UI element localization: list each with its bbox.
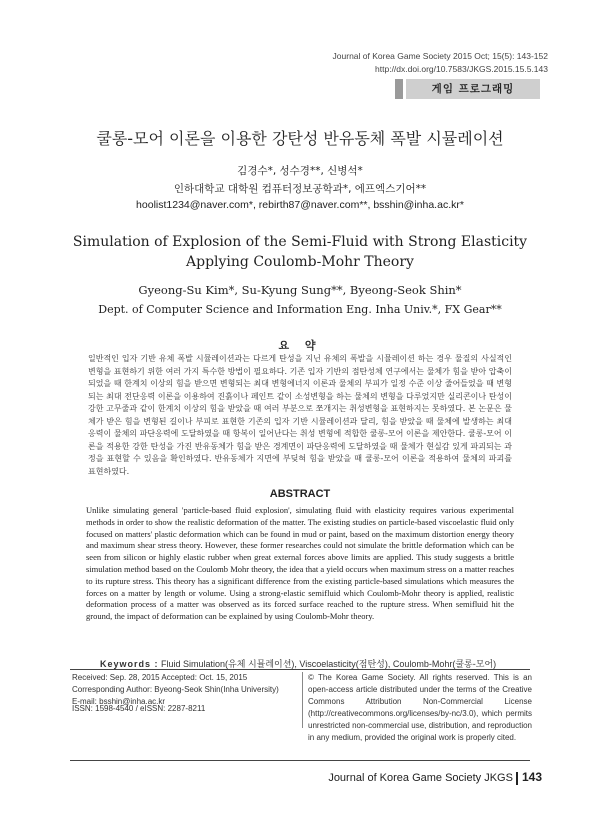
article-info xyxy=(72,672,297,708)
issn: ISSN: 1598-4540 / eISSN: 2287-8211 xyxy=(72,704,206,713)
footer-column-divider xyxy=(302,672,303,728)
korean-abstract-heading: 요 약 xyxy=(278,339,322,352)
keywords-text: Fluid Simulation(유체 시뮬레이션), Viscoelasticity(점탄성), Coulomb-Mohr(쿨롱-모어) xyxy=(161,659,497,669)
page-footer xyxy=(328,770,542,785)
author-emails: hoolist1234@naver.com*, rebirth87@naver.com**, bsshin@inha.ac.kr* xyxy=(136,199,464,211)
authors-korean: 김경수*, 성수경**, 신병석* xyxy=(237,165,363,177)
license-notice: © The Korea Game Society. All rights reserved. This is an open-access article distributed under the terms of the Creative Commons Attribution Non-Commercial License (http://creativecommons.org/licenses/by-nc/3.0), which permits unrestricted non-commercial use, distribution, and reproduction in any medium, provided the original work is properly cited. xyxy=(308,673,532,742)
footer-divider xyxy=(70,669,530,670)
authors-english: Gyeong-Su Kim*, Su-Kyung Sung**, Byeong-Seok Shin* xyxy=(138,283,462,297)
page-bottom-divider xyxy=(70,760,530,761)
footer-journal-name: Journal of Korea Game Society JKGS xyxy=(328,772,513,784)
affiliation-english: Dept. of Computer Science and Information Eng. Inha Univ.*, FX Gear** xyxy=(98,303,502,316)
corresponding-author: Corresponding Author: Byeong-Seok Shin(Inha University) xyxy=(72,685,279,694)
paper-title-english xyxy=(0,232,600,272)
footer-separator xyxy=(516,772,518,785)
keywords-label: Keywords : xyxy=(100,659,159,669)
affiliation-korean: 인하대학교 대학원 컴퓨터정보공학과*, 에프엑스기어** xyxy=(173,183,427,195)
journal-citation: Journal of Korea Game Society 2015 Oct; 15(5): 143-152 xyxy=(332,51,548,61)
page-number: 143 xyxy=(521,770,542,784)
category-accent-bar xyxy=(395,79,403,99)
contact-email: E-mail: bsshin@inha.ac.kr xyxy=(72,697,166,706)
received-accepted-dates: Received: Sep. 28, 2015 Accepted: Oct. 15, 2015 xyxy=(72,673,248,682)
korean-abstract-body: 일반적인 입자 기반 유체 폭발 시뮬레이션과는 다르게 탄성을 지닌 유체의 폭발을 시뮬레이션 하는 경우 물질의 사실적인 변형을 표현하기 위한 여러 가지 특수한 방법이 필요하다. 기존 입자 기반의 점탄성체 연구에서는 물체가 힘을 받아 압축이 되었을 때 한계치 이상의 힘을 받으면 변형되는 최대 변형에너지 이론과 물체의 부피가 일정 수준 이상 줄어들었을 때 변형되는 최대 전단응력 이론을 이용하여 진흙이나 페인트 같이 소성변형을 하는 물체의 변형을 다루었지만 실리콘이나 탄성이 강한 고무줄과 같이 한계치 이상의 힘을 받았을 때 여러 부분으로 쪼개지는 취성변형을 표현하지는 못하였다. 본 논문은 물체가 받은 힘을 변형된 길이나 부피로 표현한 기존의 입자 기반 시뮬레이션과 달리, 힘을 받았을 때 물체에 발생하는 최대응력이 물체의 파단응력에 도달하였을 때 항복이 일어난다는 취성 변형에 적합한 쿨롱-모어 이론을 제안한다. 쿨롱-모어 이론을 적용한 강한 탄성을 가진 반유동체가 힘을 받은 경계면이 파단응력에 도달하였을 때 물체가 현실감 있게 파괴되는 과정을 표현할 수 있음을 확인하였다. 반유동체가 지면에 부딪혀 힘을 받았을 때 쿨롱-모어 이론을 적용하여 물체의 파괴를 표현하였다. xyxy=(88,354,512,476)
title-english-line-1: Simulation of Explosion of the Semi-Fluid with Strong Elasticity xyxy=(72,234,528,250)
paper-title-korean: 쿨롱-모어 이론을 이용한 강탄성 반유동체 폭발 시뮬레이션 xyxy=(96,129,504,148)
category-label: 게임 프로그래밍 xyxy=(406,79,540,99)
english-abstract-body: Unlike simulating general 'particle-based fluid explosion', simulating fluid with elasticity requires various experimental methods in order to show the realistic deformation of the matter. The existing studies on particle-based viscoelastic fluid only focused on matters' plastic deformation which can be found in mud or paint, based on the maximum distortion energy theory and maximum shear stress theory. However, these former researches could not simulate the brittle deformation which can be seen from silicon or highly elastic rubber when great external forces above limits are applied. This study suggests a brittle simulation method based on the Coulomb Mohr theory, the idea that a yield occurs when maximum stress on a matter reaches to its rupture stress. This theory has a significant difference from the existing particle-based simulations which measures the forces on a matter by length or volume. Using a strong-elastic semifluid which Coulomb-Mohr theory is applied, realistic deformation process of a matter was observed as its forced surface reached to the rupture stress. When semifluid hit the ground, the impact of deformation can be explained by using Coulomb-Mohr theory. xyxy=(86,505,514,622)
english-abstract-heading: ABSTRACT xyxy=(269,488,331,500)
title-english-line-2: Applying Coulomb-Mohr Theory xyxy=(186,254,414,270)
doi-link[interactable]: http://dx.doi.org/10.7583/JKGS.2015.15.5.143 xyxy=(375,64,548,74)
